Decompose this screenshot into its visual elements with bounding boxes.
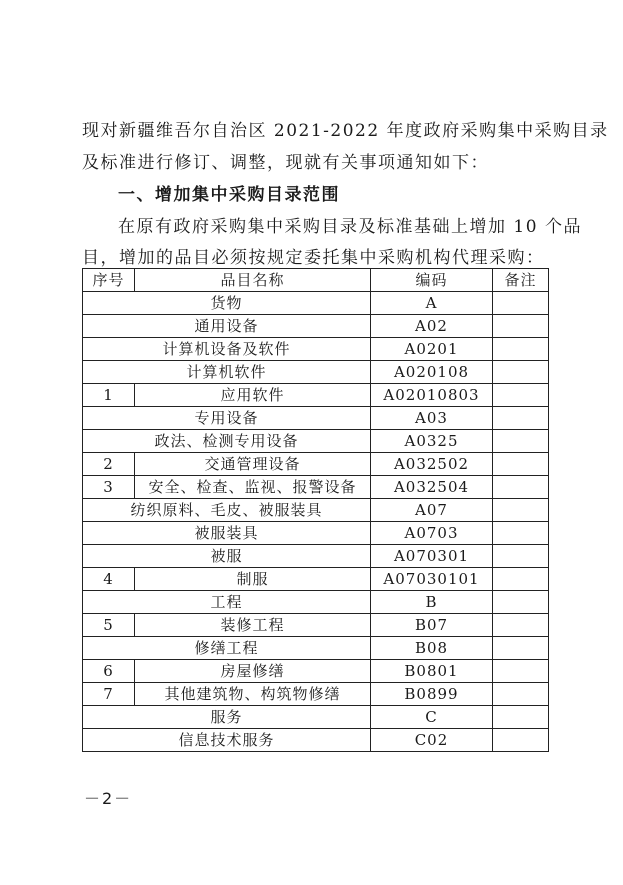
code-cell: A0703 <box>371 522 493 545</box>
code-cell: B07 <box>371 614 493 637</box>
code-cell: A <box>371 292 493 315</box>
seq-cell: 3 <box>83 476 135 499</box>
note-cell <box>493 384 549 407</box>
code-cell: A02 <box>371 315 493 338</box>
table-row <box>83 637 549 660</box>
note-cell <box>493 729 549 752</box>
note-cell <box>493 292 549 315</box>
item-name-cell: 装修工程 <box>135 614 371 637</box>
table-row <box>83 453 549 476</box>
item-name-cell: 货物 <box>83 292 371 315</box>
item-name-cell: 专用设备 <box>83 407 371 430</box>
table-row <box>83 384 549 407</box>
table-row <box>83 292 549 315</box>
table-row <box>83 361 549 384</box>
code-cell: A020108 <box>371 361 493 384</box>
item-name-cell: 其他建筑物、构筑物修缮 <box>135 683 371 706</box>
code-cell: A03 <box>371 407 493 430</box>
table-row <box>83 315 549 338</box>
procurement-catalog-table <box>82 268 549 752</box>
code-cell: A07 <box>371 499 493 522</box>
header-seq: 序号 <box>83 269 135 292</box>
code-cell: A032504 <box>371 476 493 499</box>
note-cell <box>493 568 549 591</box>
note-cell <box>493 476 549 499</box>
seq-cell: 4 <box>83 568 135 591</box>
seq-cell: 1 <box>83 384 135 407</box>
seq-cell: 5 <box>83 614 135 637</box>
code-cell: A0325 <box>371 430 493 453</box>
table-row <box>83 683 549 706</box>
page-number: －2－ <box>84 789 133 808</box>
header-note: 备注 <box>493 269 549 292</box>
item-name-cell: 计算机软件 <box>83 361 371 384</box>
paragraph-2-line-1: 在原有政府采购集中采购目录及标准基础上增加 10 个品 <box>118 217 582 237</box>
item-name-cell: 制服 <box>135 568 371 591</box>
table-header-row <box>83 269 549 292</box>
table-row <box>83 499 549 522</box>
note-cell <box>493 338 549 361</box>
item-name-cell: 工程 <box>83 591 371 614</box>
item-name-cell: 应用软件 <box>135 384 371 407</box>
code-cell: A07030101 <box>371 568 493 591</box>
table-row <box>83 476 549 499</box>
code-cell: B <box>371 591 493 614</box>
table-row <box>83 706 549 729</box>
header-code: 编码 <box>371 269 493 292</box>
table-body <box>83 292 549 752</box>
note-cell <box>493 591 549 614</box>
item-name-cell: 政法、检测专用设备 <box>83 430 371 453</box>
note-cell <box>493 315 549 338</box>
table-row <box>83 591 549 614</box>
seq-cell: 7 <box>83 683 135 706</box>
table-row <box>83 338 549 361</box>
table-row <box>83 568 549 591</box>
item-name-cell: 纺织原料、毛皮、被服装具 <box>83 499 371 522</box>
note-cell <box>493 499 549 522</box>
item-name-cell: 交通管理设备 <box>135 453 371 476</box>
code-cell: B0801 <box>371 660 493 683</box>
seq-cell: 6 <box>83 660 135 683</box>
table-row <box>83 614 549 637</box>
item-name-cell: 被服 <box>83 545 371 568</box>
item-name-cell: 安全、检查、监视、报警设备 <box>135 476 371 499</box>
code-cell: B0899 <box>371 683 493 706</box>
table-row <box>83 660 549 683</box>
section-heading: 一、增加集中采购目录范围 <box>118 185 340 205</box>
header-name: 品目名称 <box>135 269 371 292</box>
note-cell <box>493 407 549 430</box>
item-name-cell: 房屋修缮 <box>135 660 371 683</box>
paragraph-1-line-1: 现对新疆维吾尔自治区 2021-2022 年度政府采购集中采购目录 <box>82 121 609 141</box>
code-cell: B08 <box>371 637 493 660</box>
note-cell <box>493 430 549 453</box>
table-row <box>83 545 549 568</box>
code-cell: C <box>371 706 493 729</box>
note-cell <box>493 706 549 729</box>
table-row <box>83 522 549 545</box>
code-cell: A032502 <box>371 453 493 476</box>
note-cell <box>493 522 549 545</box>
code-cell: A02010803 <box>371 384 493 407</box>
item-name-cell: 信息技术服务 <box>83 729 371 752</box>
item-name-cell: 通用设备 <box>83 315 371 338</box>
paragraph-2-line-2: 目，增加的品目必须按规定委托集中采购机构代理采购： <box>82 248 545 268</box>
item-name-cell: 服务 <box>83 706 371 729</box>
note-cell <box>493 545 549 568</box>
note-cell <box>493 637 549 660</box>
seq-cell: 2 <box>83 453 135 476</box>
item-name-cell: 修缮工程 <box>83 637 371 660</box>
paragraph-1-line-2: 及标准进行修订、调整，现就有关事项通知如下： <box>82 153 489 173</box>
note-cell <box>493 660 549 683</box>
note-cell <box>493 453 549 476</box>
table-row <box>83 729 549 752</box>
item-name-cell: 计算机设备及软件 <box>83 338 371 361</box>
note-cell <box>493 683 549 706</box>
note-cell <box>493 361 549 384</box>
code-cell: A070301 <box>371 545 493 568</box>
note-cell <box>493 614 549 637</box>
code-cell: C02 <box>371 729 493 752</box>
table-row <box>83 407 549 430</box>
table-row <box>83 430 549 453</box>
item-name-cell: 被服装具 <box>83 522 371 545</box>
code-cell: A0201 <box>371 338 493 361</box>
